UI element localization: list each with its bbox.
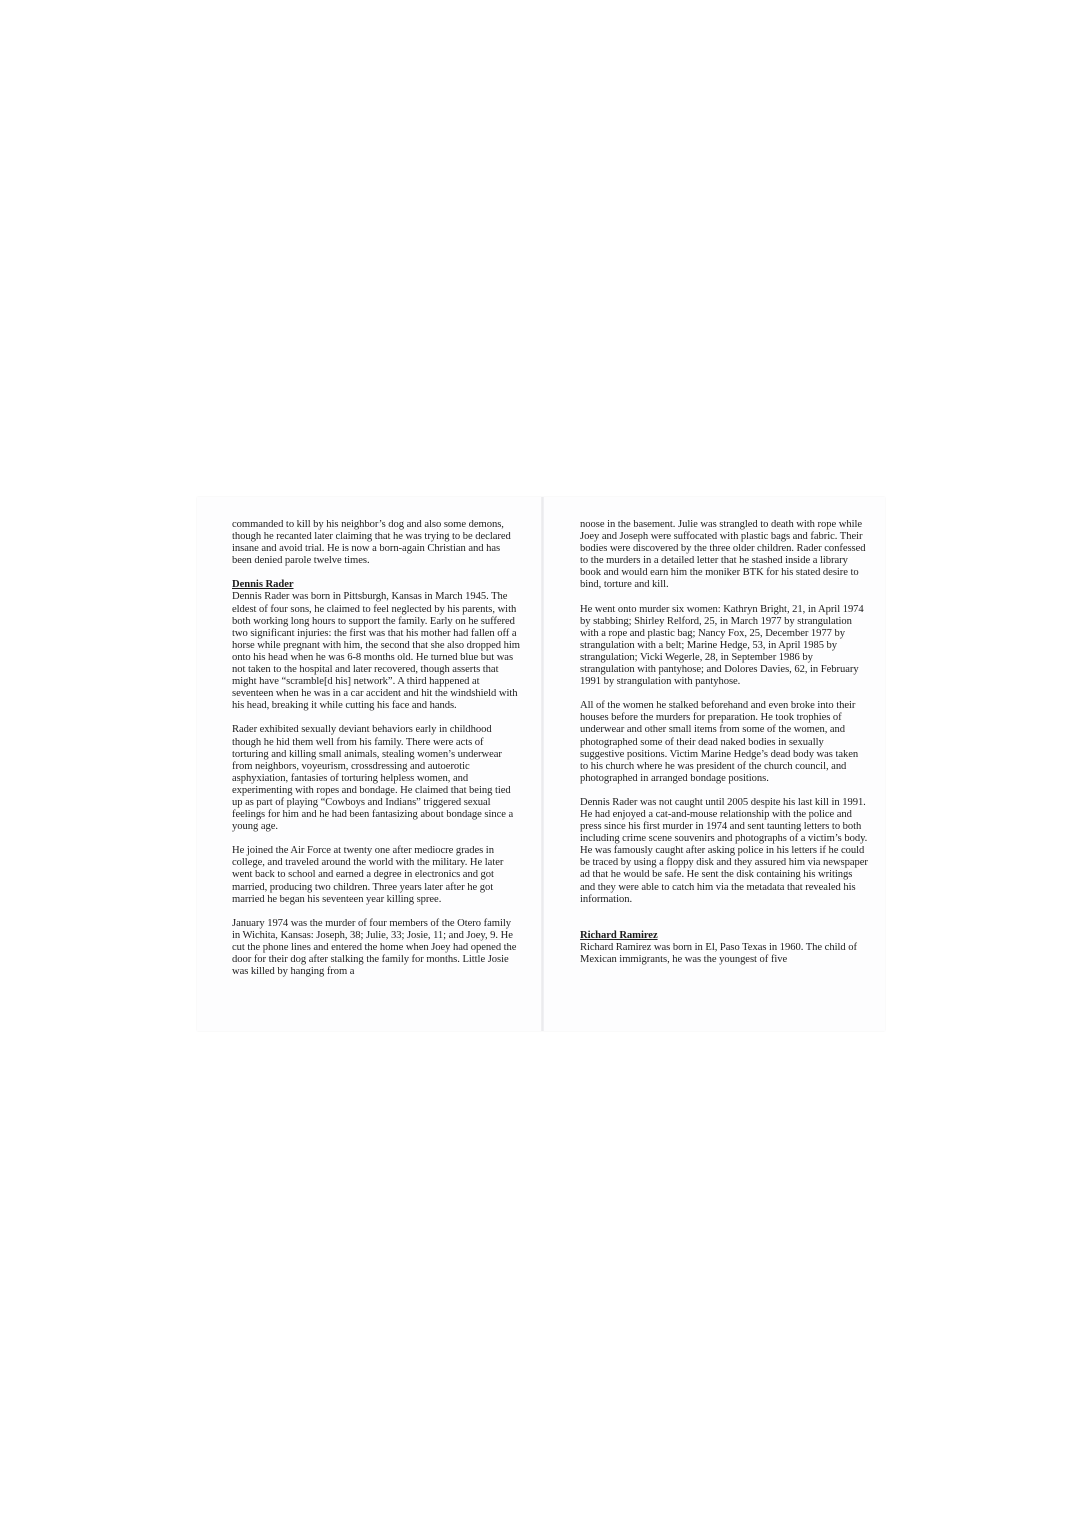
paragraph: Richard Ramirez was born in El, Paso Texas in 1960. The child of Mexican immigrants, he was the youngest of five (580, 941, 857, 965)
section-heading-richard-ramirez: Richard Ramirez (580, 929, 658, 941)
book-spread (197, 497, 885, 1031)
paragraph: All of the women he stalked beforehand and even broke into their houses before the murders for preparation. He took trophies of underwear and other small items from some of the women, and photographed some of their dead naked bodies in sexually suggestive positions. Victim Marine Hedge’s dead body was taken to his church where he was president of the church council, and photographed in arranged bondage positions. (580, 700, 859, 784)
paragraph: He went onto murder six women: Kathryn Bright, 21, in April 1974 by stabbing; Shirley Relford, 25, in March 1977 by strangulation with a rope and plastic bag; Nancy Fox, 25, December 1977 by strangulation with a belt; Marine Hedge, 53, in April 1985 by strangulation; Vicki Wegerle, 28, in September 1986 by strangulation with pantyhose; and Dolores Davies, 62, in February 1991 by strangulation with pantyhose. (580, 603, 864, 688)
paragraph: Dennis Rader was not caught until 2005 despite his last kill in 1991. He had enjoyed a cat-and-mouse relationship with the police and press since his first murder in 1974 and sent taunting letters to both including crime scene souvenirs and photographs of a victim’s body. He was famously caught after asking police in his letters if he could be traced by using a floppy disk and they assured him via newspaper ad that he would be safe. He sent the disk containing his writings and they were able to catch him via the metadata that revealed his information. (580, 796, 868, 905)
left-page-text (232, 519, 520, 978)
paragraph: January 1974 was the murder of four members of the Otero family in Wichita, Kansas: Joseph, 38; Julie, 33; Josie, 11; and Joey, 9. He cut the phone lines and entered the home when Joey had opened the door for their dog after stalking the family for months. Little Josie was killed by hanging from a (232, 917, 517, 978)
right-page-text (580, 519, 868, 966)
paragraph: Rader exhibited sexually deviant behaviors early in childhood though he hid them well from his family. There were acts of torturing and killing small animals, stealing women’s underwear from neighbors, voyeurism, crossdressing and autoerotic asphyxiation, fantasies of torturing helpless women, and experimenting with ropes and bondage. He claimed that being tied up as part of playing “Cowboys and Indians” triggered sexual feelings for him and he had been fantasizing about bondage since a young age. (232, 724, 514, 833)
right-page (544, 497, 885, 1031)
left-page (197, 497, 542, 1031)
section-heading-dennis-rader: Dennis Rader (232, 579, 294, 591)
paragraph: commanded to kill by his neighbor’s dog and also some demons, though he recanted later claiming that he was trying to be declared insane and avoid trial. He is now a born-again Christian and has been denied parole twelve times. (232, 519, 511, 567)
paragraph: noose in the basement. Julie was strangled to death with rope while Joey and Joseph were suffocated with plastic bags and fabric. Their bodies were discovered by the three older children. Rader confessed to the murders in a detailed letter that he stashed inside a library book and would earn him the moniker BTK for his stated desire to bind, torture and kill. (580, 519, 866, 591)
paragraph: Dennis Rader was born in Pittsburgh, Kansas in March 1945. The eldest of four sons, he claimed to feel neglected by his parents, with both working long hours to support the family. Early on he suffered two significant injuries: the first was that his mother had fallen off a horse while pregnant with him, the second that she also dropped him onto his head when he was 6-8 months old. He turned blue but was not taken to the hospital and later recovered, though asserts that might have “scramble[d his] network”. A third happened at seventeen when he was in a car accident and hit the windshield with his head, breaking it while cutting his face and hands. (232, 591, 520, 712)
paragraph: He joined the Air Force at twenty one after mediocre grades in college, and traveled around the world with the military. He later went back to school and earned a degree in electronics and got married, producing two children. Three years later after he got married he began his seventeen year killing spree. (232, 845, 504, 905)
